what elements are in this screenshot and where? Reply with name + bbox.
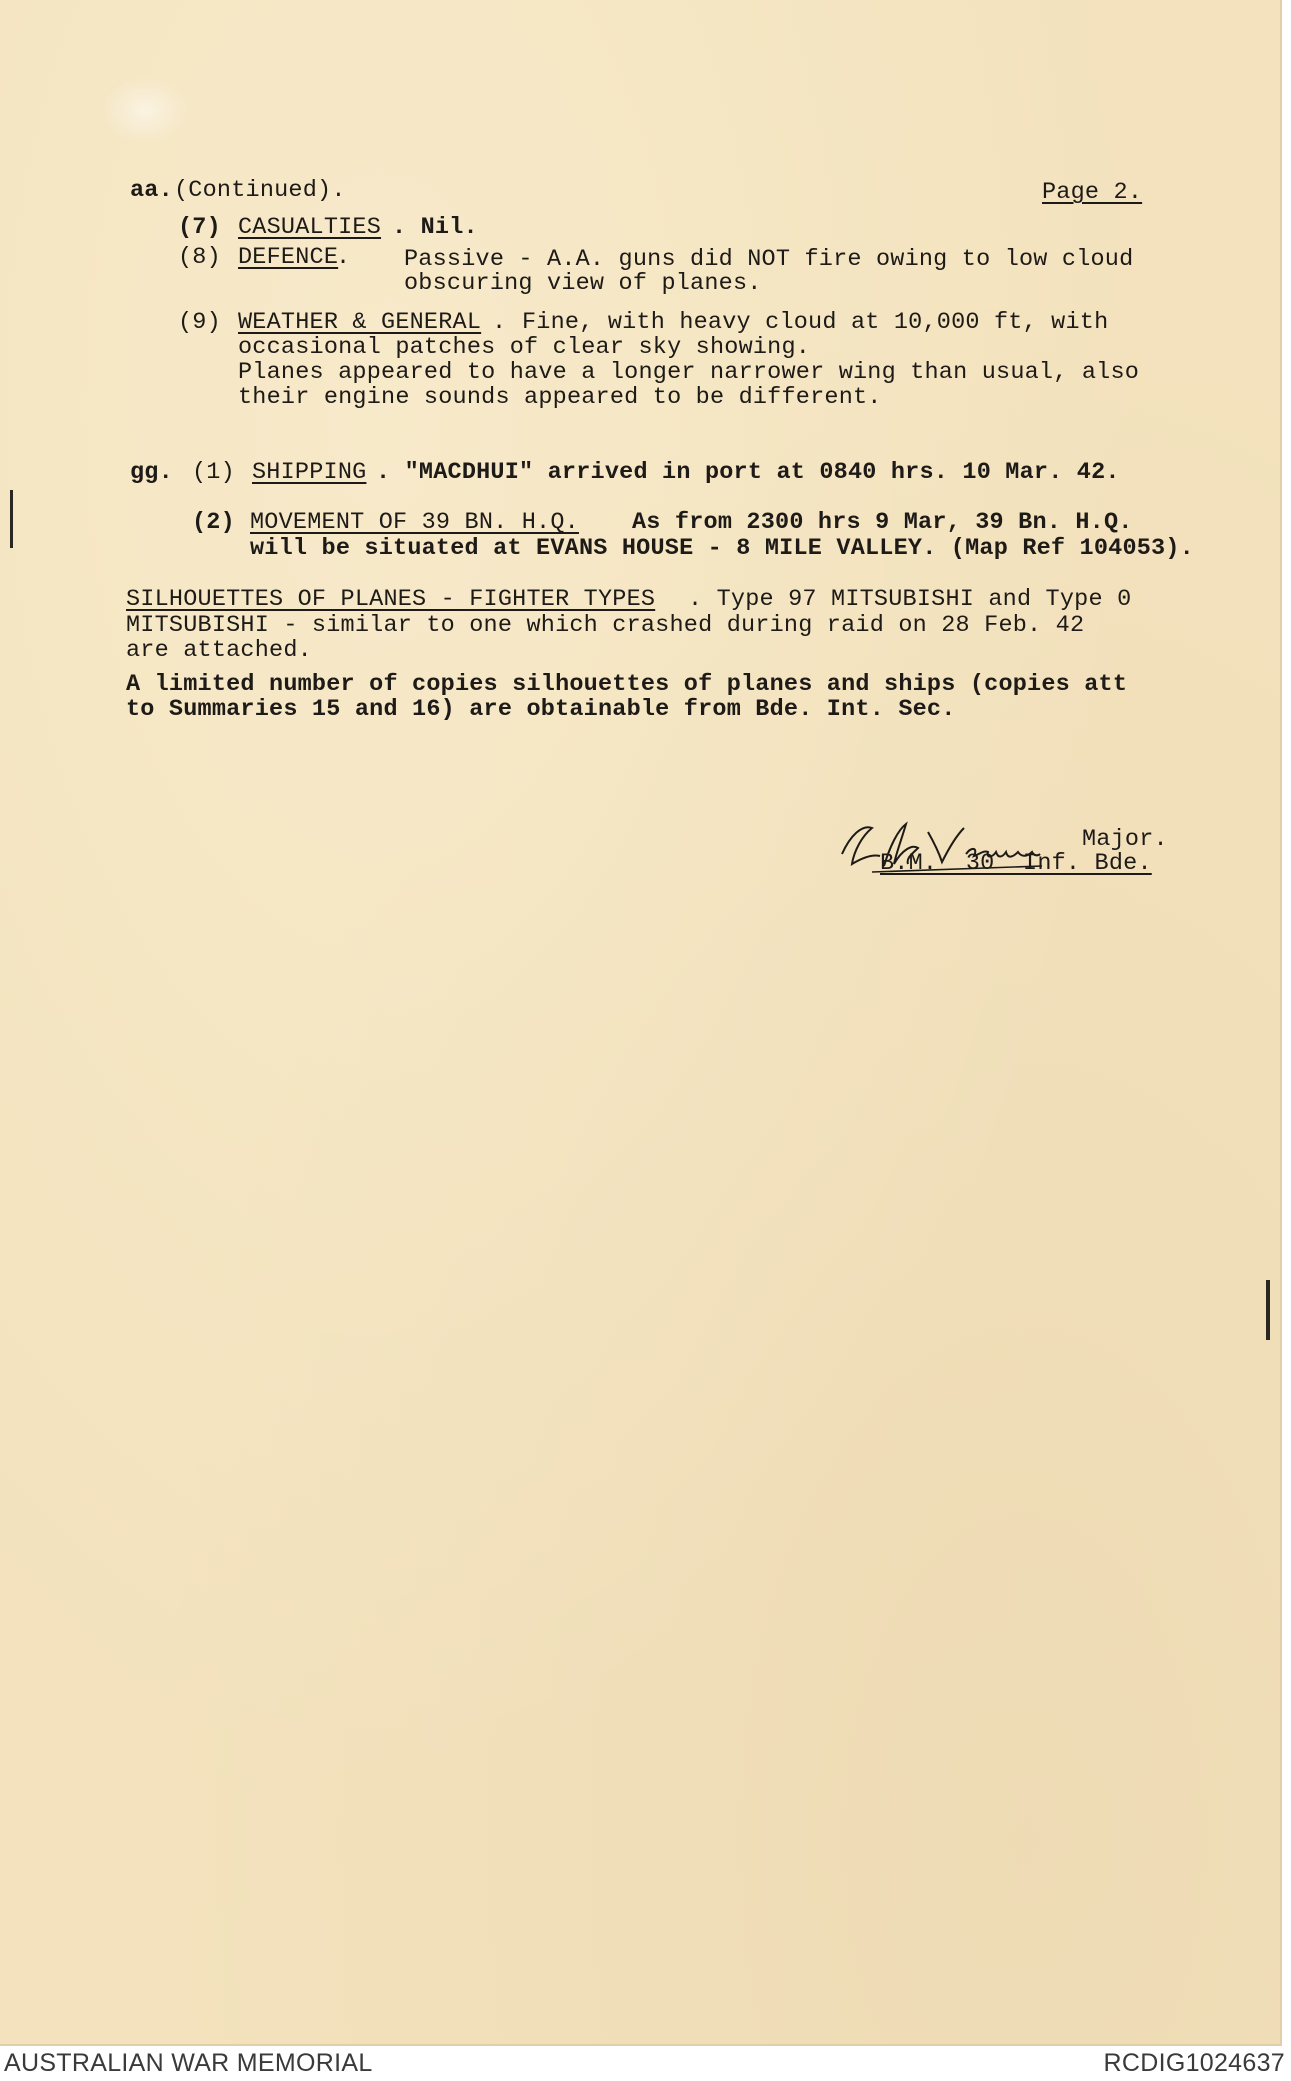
item-9-dot: . (492, 309, 507, 336)
item-9-text-line-1: Fine, with heavy cloud at 10,000 ft, with (522, 309, 1109, 336)
gg-2-number: (2) (192, 509, 235, 536)
edge-mark-right (1266, 1280, 1270, 1340)
item-8-dot: . (336, 244, 351, 271)
gg-2-text-line-1: As from 2300 hrs 9 Mar, 39 Bn. H.Q. (632, 509, 1133, 536)
item-9-text-line-4: their engine sounds appeared to be different. (238, 384, 882, 411)
limited-text-line-1: A limited number of copies silhouettes of planes and ships (copies att (126, 671, 1128, 698)
item-7-heading: CASUALTIES (238, 214, 382, 241)
item-7-number: (7) (178, 214, 221, 241)
item-7-text: . Nil. (392, 214, 478, 241)
limited-text-line-2: to Summaries 15 and 16) are obtainable from Bde. Int. Sec. (126, 696, 956, 723)
item-9-text-line-2: occasional patches of clear sky showing. (238, 334, 811, 361)
item-8-heading: DEFENCE (238, 244, 339, 271)
signature-title: B.M. 30 Inf. Bde. (880, 850, 1152, 877)
silhouettes-text-line-2: MITSUBISHI - similar to one which crashed during raid on 28 Feb. 42 (126, 612, 1085, 639)
item-8-text-line-2: obscuring view of planes. (404, 270, 762, 297)
signature-rank: Major. (1082, 826, 1168, 853)
gg-1-number: (1) (192, 459, 235, 486)
item-8-text-line-1: Passive - A.A. guns did NOT fire owing to low cloud (404, 246, 1134, 273)
section-aa-label: aa. (130, 177, 173, 204)
silhouettes-text-line-3: are attached. (126, 637, 312, 664)
section-aa-continued: (Continued). (174, 177, 346, 204)
page-number: Page 2. (1042, 179, 1143, 206)
footer-institution: AUSTRALIAN WAR MEMORIAL (4, 2049, 373, 2077)
section-gg-label: gg. (130, 459, 173, 486)
paper-crease (100, 75, 190, 145)
silhouettes-heading: SILHOUETTES OF PLANES - FIGHTER TYPES (126, 586, 656, 613)
item-9-text-line-3: Planes appeared to have a longer narrower wing than usual, also (238, 359, 1140, 386)
footer-record-id: RCDIG1024637 (1103, 2049, 1285, 2077)
item-9-heading: WEATHER & GENERAL (238, 309, 482, 336)
gg-2-heading: MOVEMENT OF 39 BN. H.Q. (250, 509, 579, 536)
silhouettes-text-line-1: . Type 97 MITSUBISHI and Type 0 (688, 586, 1132, 613)
item-9-number: (9) (178, 309, 221, 336)
gg-1-heading: SHIPPING (252, 459, 367, 486)
gg-1-text: . "MACDHUI" arrived in port at 0840 hrs. 10 Mar. 42. (376, 459, 1120, 486)
item-8-number: (8) (178, 244, 221, 271)
gg-2-text-line-2: will be situated at EVANS HOUSE - 8 MILE VALLEY. (Map Ref 104053). (250, 535, 1194, 562)
edge-mark-left (10, 490, 13, 548)
